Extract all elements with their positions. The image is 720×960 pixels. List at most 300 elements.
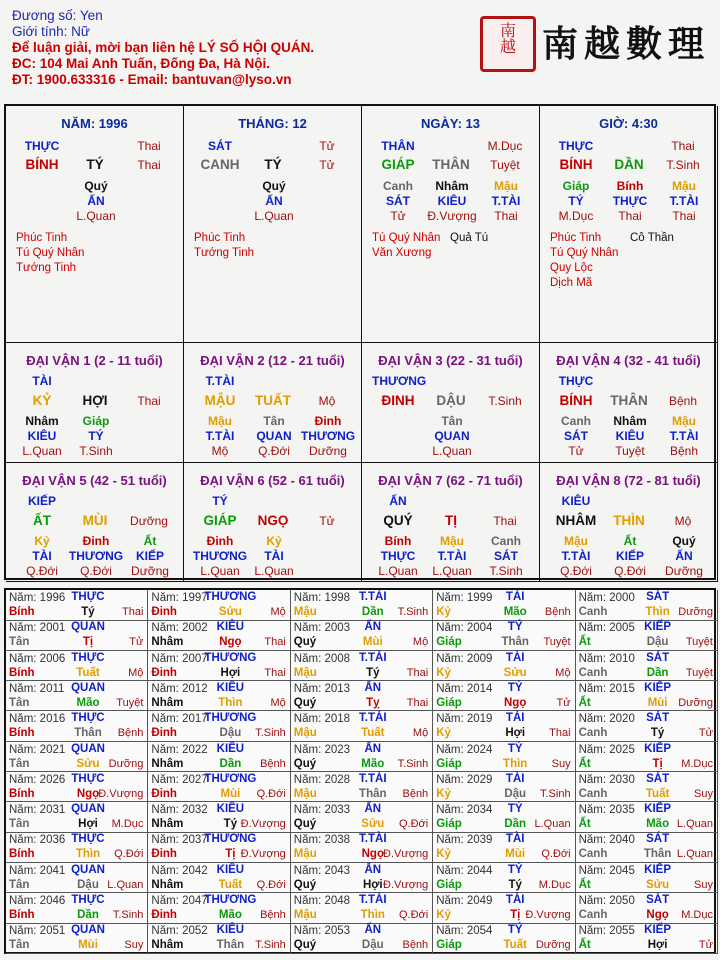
year-cell <box>576 923 718 954</box>
year-prefix: Năm: <box>9 713 40 726</box>
year-label <box>579 713 635 726</box>
pillar-chi-phase: Thai <box>137 158 161 172</box>
year-god: T.TÀI <box>359 894 387 906</box>
year-cell <box>291 681 433 712</box>
year-chi: Sửu <box>646 878 670 891</box>
dai-van-chi: MÙI <box>82 512 108 528</box>
year-chi: Dần <box>77 909 99 921</box>
hidden-phase: Tử <box>568 444 584 458</box>
year-prefix: Năm: <box>436 925 467 938</box>
year-can: Quý <box>293 878 317 891</box>
hidden-stem: Đinh <box>82 533 110 548</box>
pillar-god: SÁT <box>208 139 232 153</box>
year-phase: Tử <box>556 696 571 709</box>
year-phase: Mộ <box>270 696 286 709</box>
year-number: 2041 <box>39 864 66 877</box>
year-label <box>579 683 635 696</box>
year-prefix: Năm: <box>578 682 610 695</box>
year-prefix: Năm: <box>578 713 610 726</box>
year-label <box>579 653 635 666</box>
year-number: 2030 <box>609 773 635 786</box>
contact-line: Để luận giải, mời bạn liên hệ LÝ SỐ HỘI QUÁN. <box>12 40 315 55</box>
year-can: Canh <box>578 606 608 618</box>
year-label <box>294 865 350 878</box>
hidden-stem: Nhâm <box>613 414 647 428</box>
year-cell <box>433 863 575 894</box>
hidden-phase: Q.Đới <box>26 563 58 578</box>
year-chi: Thìn <box>218 696 243 709</box>
year-number: 2024 <box>466 743 493 756</box>
year-phase: Đ.Vượng <box>98 787 144 800</box>
year-number: 1997 <box>182 592 208 604</box>
year-label <box>436 653 492 666</box>
year-label <box>579 865 635 878</box>
year-number: 2025 <box>609 743 635 756</box>
year-god: SÁT <box>646 712 670 725</box>
year-cell <box>576 772 718 803</box>
hidden-god: THƯƠNG <box>300 429 356 443</box>
star-name: Dịch Mã <box>550 277 593 289</box>
year-label <box>436 925 492 938</box>
year-god: SÁT <box>646 772 670 785</box>
dai-van-god: ẤN <box>389 493 407 508</box>
year-god: SÁT <box>646 591 670 603</box>
year-label <box>9 865 65 878</box>
year-cell <box>433 772 575 803</box>
year-prefix: Năm: <box>293 864 325 877</box>
dai-van-can: ẤT <box>33 512 51 528</box>
year-prefix: Năm: <box>151 804 183 817</box>
year-phase: Q.Đới <box>114 848 144 861</box>
year-can: Giáp <box>436 878 462 891</box>
year-phase: M.Dục <box>681 757 713 770</box>
dai-van-god: T.TÀI <box>205 374 235 388</box>
year-prefix: Năm: <box>578 652 610 665</box>
hidden-god: ẤN <box>675 548 693 563</box>
year-phase: Bệnh <box>260 757 286 770</box>
year-phase: Thai <box>406 696 429 709</box>
year-god: TÀI <box>505 833 525 846</box>
star-name: Phúc Tinh <box>194 232 246 244</box>
year-can: Mậu <box>293 606 317 618</box>
hidden-stem: Ất <box>143 533 157 548</box>
year-chi: Mão <box>218 909 242 921</box>
year-label <box>294 622 350 635</box>
year-number: 2010 <box>609 652 635 665</box>
year-chi: Tý <box>366 666 380 679</box>
year-chi: Hợi <box>220 666 241 679</box>
year-prefix: Năm: <box>9 622 40 635</box>
year-phase: Mộ <box>412 727 429 740</box>
year-prefix: Năm: <box>436 773 467 786</box>
year-label <box>9 804 65 817</box>
year-chi: Mão <box>646 818 670 831</box>
hidden-phase: Tuyệt <box>615 444 645 458</box>
dai-van-title: ĐẠI VẬN 2 (12 - 21 tuổi) <box>200 353 345 368</box>
year-chi: Dậu <box>646 636 669 649</box>
year-phase: Tuyệt <box>543 636 571 649</box>
year-prefix: Năm: <box>436 713 467 726</box>
dai-van-title: ĐẠI VẬN 5 (42 - 51 tuổi) <box>22 472 167 488</box>
year-god: ẤN <box>364 621 382 634</box>
year-number: 2026 <box>39 773 66 786</box>
year-chi: Dần <box>219 757 242 770</box>
year-chi: Mão <box>361 757 385 770</box>
year-cell <box>148 590 290 621</box>
year-number: 2023 <box>324 743 351 756</box>
year-can: Mậu <box>293 848 317 861</box>
year-number: 2040 <box>609 834 635 847</box>
year-number: 2012 <box>182 682 208 695</box>
pillar-chi: TÝ <box>264 157 282 172</box>
year-god: KIẾP <box>644 803 672 816</box>
year-prefix: Năm: <box>151 864 183 877</box>
year-prefix: Năm: <box>9 895 40 907</box>
year-can: Nhâm <box>151 818 184 831</box>
year-phase: Thai <box>121 606 144 618</box>
dai-van-god: TÝ <box>212 493 228 508</box>
year-number: 2003 <box>324 622 351 635</box>
year-chi: Dậu <box>219 727 242 740</box>
year-number: 2050 <box>609 895 635 907</box>
year-can: Kỷ <box>436 606 451 618</box>
year-label <box>9 713 65 726</box>
hidden-phase: M.Dục <box>558 209 594 223</box>
year-god: T.TÀI <box>359 591 387 603</box>
year-chi: Dần <box>361 606 384 618</box>
star-name: Quy Lộc <box>550 262 593 274</box>
year-phase: Suy <box>694 878 713 891</box>
year-prefix: Năm: <box>151 592 183 604</box>
year-can: Canh <box>578 727 608 740</box>
hidden-phase: Dưỡng <box>665 563 703 578</box>
year-god: TÝ <box>507 863 523 876</box>
hidden-phase: Mộ <box>211 444 229 458</box>
year-prefix: Năm: <box>151 682 183 695</box>
hidden-stem: Quý <box>84 179 108 193</box>
hidden-phase: Thai <box>618 209 642 223</box>
year-phase: M.Dục <box>681 909 713 921</box>
hidden-phase: L.Quan <box>378 563 418 578</box>
year-chi: Tị <box>510 909 521 921</box>
pillar-can: CANH <box>200 157 240 172</box>
dai-van-title: ĐẠI VẬN 6 (52 - 61 tuổi) <box>200 472 345 488</box>
year-can: Quý <box>293 696 317 709</box>
year-label <box>294 895 350 908</box>
year-number: 1996 <box>39 592 66 604</box>
year-chi: Mùi <box>647 696 668 709</box>
year-phase: T.Sinh <box>255 939 286 952</box>
year-can: Kỷ <box>436 787 451 800</box>
year-god: THƯƠNG <box>204 651 257 664</box>
hidden-god: TÀI <box>32 548 52 563</box>
pillar-title: THÁNG: 12 <box>238 116 307 131</box>
dai-van-god: THƯƠNG <box>372 374 427 388</box>
year-chi: Tị <box>225 848 236 861</box>
year-chi: Tý <box>508 878 522 891</box>
year-god: THƯƠNG <box>204 833 257 846</box>
year-god: ẤN <box>364 803 382 816</box>
year-god: THƯƠNG <box>204 772 257 785</box>
year-phase: Mộ <box>412 636 429 649</box>
pillar-title: GIỜ: 4:30 <box>599 116 658 131</box>
year-phase: T.Sinh <box>397 757 429 770</box>
year-god: THƯƠNG <box>204 894 257 906</box>
year-can: Quý <box>293 939 317 952</box>
pillar-title: NĂM: 1996 <box>61 116 128 131</box>
year-label <box>9 744 65 757</box>
year-can: Tân <box>9 878 30 891</box>
year-chi: Mùi <box>78 939 98 952</box>
year-can: Kỷ <box>436 848 451 861</box>
dai-van-cell <box>184 463 362 583</box>
pillar-can: BÍNH <box>559 157 593 172</box>
hidden-god: SÁT <box>386 194 410 208</box>
year-god: TÀI <box>505 894 525 906</box>
year-phase: T.Sinh <box>255 727 286 740</box>
year-number: 1998 <box>324 592 351 604</box>
dai-van-cell <box>540 343 718 463</box>
year-chi: Thân <box>74 727 102 740</box>
hidden-god: KIÊU <box>27 429 57 443</box>
year-god: TÀI <box>505 772 525 785</box>
year-number: 2049 <box>466 895 493 907</box>
dai-van-can: ĐINH <box>381 393 415 408</box>
year-chi: Hợi <box>78 818 98 831</box>
year-cell <box>148 681 290 712</box>
year-can: Ất <box>578 636 591 649</box>
year-label <box>436 804 492 817</box>
year-label <box>436 774 492 787</box>
year-prefix: Năm: <box>151 622 183 635</box>
year-can: Canh <box>578 848 608 861</box>
year-cell <box>6 681 148 712</box>
star-name: Tú Quý Nhân <box>372 232 441 244</box>
dai-van-can: QUÝ <box>383 512 413 528</box>
year-prefix: Năm: <box>293 895 325 907</box>
year-chi: Ngọ <box>76 787 100 800</box>
year-cell <box>433 832 575 863</box>
dai-van-god: THỰC <box>558 374 594 388</box>
hidden-stem: Đinh <box>206 533 234 548</box>
year-label <box>294 774 350 787</box>
year-prefix: Năm: <box>293 743 325 756</box>
year-god: KIÊU <box>216 621 245 634</box>
year-chi: Ngọ <box>646 909 669 921</box>
hidden-phase: L.Quan <box>432 563 472 578</box>
year-god: T.TÀI <box>359 651 387 664</box>
year-cell <box>291 651 433 682</box>
dai-van-title: ĐẠI VẬN 1 (2 - 11 tuổi) <box>26 353 163 368</box>
year-prefix: Năm: <box>436 804 467 817</box>
year-chi: Ngọ <box>504 696 527 709</box>
hidden-god: THỰC <box>612 194 648 208</box>
year-phase: Q.Đới <box>398 818 429 831</box>
pillar-title: NGÀY: 13 <box>421 116 480 131</box>
year-can: Ất <box>578 878 591 891</box>
hidden-phase: Đ.Vượng <box>427 209 477 223</box>
year-cell <box>291 923 433 954</box>
dai-van-god: KIÊU <box>561 493 591 508</box>
year-number: 2013 <box>324 682 351 695</box>
year-cell <box>433 923 575 954</box>
year-prefix: Năm: <box>9 743 40 756</box>
hidden-stem: Mậu <box>208 414 232 428</box>
year-phase: Thai <box>264 666 286 679</box>
hidden-stem: Canh <box>561 414 591 428</box>
year-phase: Mộ <box>270 606 286 618</box>
year-can: Kỷ <box>436 909 451 921</box>
year-phase: Mộ <box>128 666 144 679</box>
year-phase: L.Quan <box>534 818 571 831</box>
year-prefix: Năm: <box>9 925 40 938</box>
hidden-phase: Q.Đới <box>258 444 290 458</box>
year-chi: Mùi <box>362 636 383 649</box>
hidden-phase: L.Quan <box>432 444 472 458</box>
pillar-god: THỰC <box>558 139 594 153</box>
year-number: 2011 <box>39 682 65 695</box>
year-chi: Thân <box>643 848 672 861</box>
year-phase: Đ.Vượng <box>240 818 286 831</box>
year-god: T.TÀI <box>359 833 387 846</box>
year-phase: Tử <box>698 939 713 952</box>
pillar-cell <box>184 106 362 343</box>
hidden-stem: Canh <box>491 533 521 548</box>
year-phase: Đ.Vượng <box>240 848 286 861</box>
hidden-god: T.TÀI <box>437 548 467 563</box>
hidden-phase: Thai <box>494 209 518 223</box>
year-god: ẤN <box>364 681 382 694</box>
hidden-phase: L.Quan <box>22 444 62 458</box>
year-cell <box>576 651 718 682</box>
dai-van-can: BÍNH <box>559 393 593 408</box>
pillar-god: THỰC <box>24 139 60 153</box>
year-can: Mậu <box>293 727 317 740</box>
year-cell <box>291 711 433 742</box>
star-name: Cô Thần <box>630 232 674 244</box>
hidden-phase: L.Quan <box>254 563 294 578</box>
year-label <box>436 744 492 757</box>
year-chi: Dậu <box>504 787 527 800</box>
year-label <box>9 653 65 666</box>
year-number: 2053 <box>324 925 351 938</box>
year-chi: Tỵ <box>366 696 380 709</box>
hidden-stem: Kỷ <box>266 533 282 548</box>
year-can: Mậu <box>293 787 317 800</box>
dai-van-god: KIẾP <box>27 493 56 508</box>
hidden-stem: Giáp <box>562 179 590 193</box>
year-chi: Tý <box>81 606 95 618</box>
dai-van-phase: Tử <box>319 513 335 528</box>
year-cell <box>576 620 718 651</box>
year-prefix: Năm: <box>9 682 40 695</box>
year-god: THỰC <box>71 772 105 785</box>
pillar-god: THÂN <box>381 139 415 153</box>
year-label <box>9 683 64 696</box>
year-god: KIẾP <box>644 621 672 634</box>
year-can: Quý <box>293 818 317 831</box>
year-prefix: Năm: <box>151 743 183 756</box>
year-chi: Ngọ <box>219 636 242 649</box>
year-cell <box>148 711 290 742</box>
year-cell <box>6 832 148 863</box>
year-label <box>151 622 207 635</box>
year-can: Tân <box>9 757 30 770</box>
year-god: TÀI <box>505 651 525 664</box>
year-number: 2048 <box>324 895 351 907</box>
year-phase: L.Quan <box>676 818 713 831</box>
year-label <box>9 925 65 938</box>
dai-van-phase: T.Sinh <box>488 394 522 408</box>
year-number: 2027 <box>182 773 208 786</box>
year-label <box>579 925 635 938</box>
dai-van-cell <box>6 343 184 463</box>
year-prefix: Năm: <box>293 713 325 726</box>
year-number: 2052 <box>182 925 208 938</box>
year-cell <box>433 651 575 682</box>
year-can: Đinh <box>151 606 177 618</box>
year-cell <box>291 863 433 894</box>
year-cell <box>433 802 575 833</box>
year-god: KIẾP <box>644 924 672 937</box>
year-god: TÝ <box>507 924 523 937</box>
year-chi: Sửu <box>76 757 100 770</box>
pillar-phase: Tử <box>319 139 335 153</box>
year-number: 2034 <box>466 804 493 817</box>
hidden-stem: Giáp <box>82 414 110 428</box>
year-prefix: Năm: <box>578 804 610 817</box>
year-can: Nhâm <box>151 878 184 891</box>
owner-name: Đương số: Yen <box>12 8 103 23</box>
hidden-phase: T.Sinh <box>489 563 523 578</box>
year-prefix: Năm: <box>436 682 467 695</box>
hidden-god: THƯƠNG <box>68 548 124 563</box>
year-phase: Q.Đới <box>541 848 571 861</box>
year-phase: Q.Đới <box>398 909 429 921</box>
pillar-can: BÍNH <box>25 157 59 172</box>
year-label <box>579 804 635 817</box>
year-can: Bính <box>9 848 35 861</box>
dai-van-chi: TỊ <box>445 512 457 528</box>
header <box>12 8 314 88</box>
year-cell <box>148 832 290 863</box>
year-god: QUAN <box>71 621 105 634</box>
year-can: Canh <box>578 666 608 679</box>
year-cell <box>148 923 290 954</box>
year-god: THƯƠNG <box>204 591 257 603</box>
year-number: 2047 <box>182 895 208 907</box>
year-phase: Tử <box>129 636 144 649</box>
hidden-god: TÀI <box>264 548 284 563</box>
dai-van-title: ĐẠI VẬN 8 (72 - 81 tuổi) <box>556 472 701 488</box>
hidden-phase: L.Quan <box>76 209 116 223</box>
year-cell <box>6 651 148 682</box>
chart-grid <box>4 104 716 580</box>
year-god: QUAN <box>71 681 105 694</box>
hidden-stem: Canh <box>383 179 413 193</box>
dai-van-cell <box>540 463 718 583</box>
year-can: Mậu <box>293 666 317 679</box>
year-chi: Mão <box>503 606 527 618</box>
year-god: THỰC <box>71 833 105 846</box>
year-cell <box>148 893 290 924</box>
year-label <box>436 713 492 726</box>
dai-van-can: KỶ <box>32 393 52 408</box>
year-number: 2002 <box>182 622 208 635</box>
year-god: TÝ <box>507 803 523 816</box>
logo <box>480 10 710 70</box>
hidden-god: T.TÀI <box>669 194 699 208</box>
